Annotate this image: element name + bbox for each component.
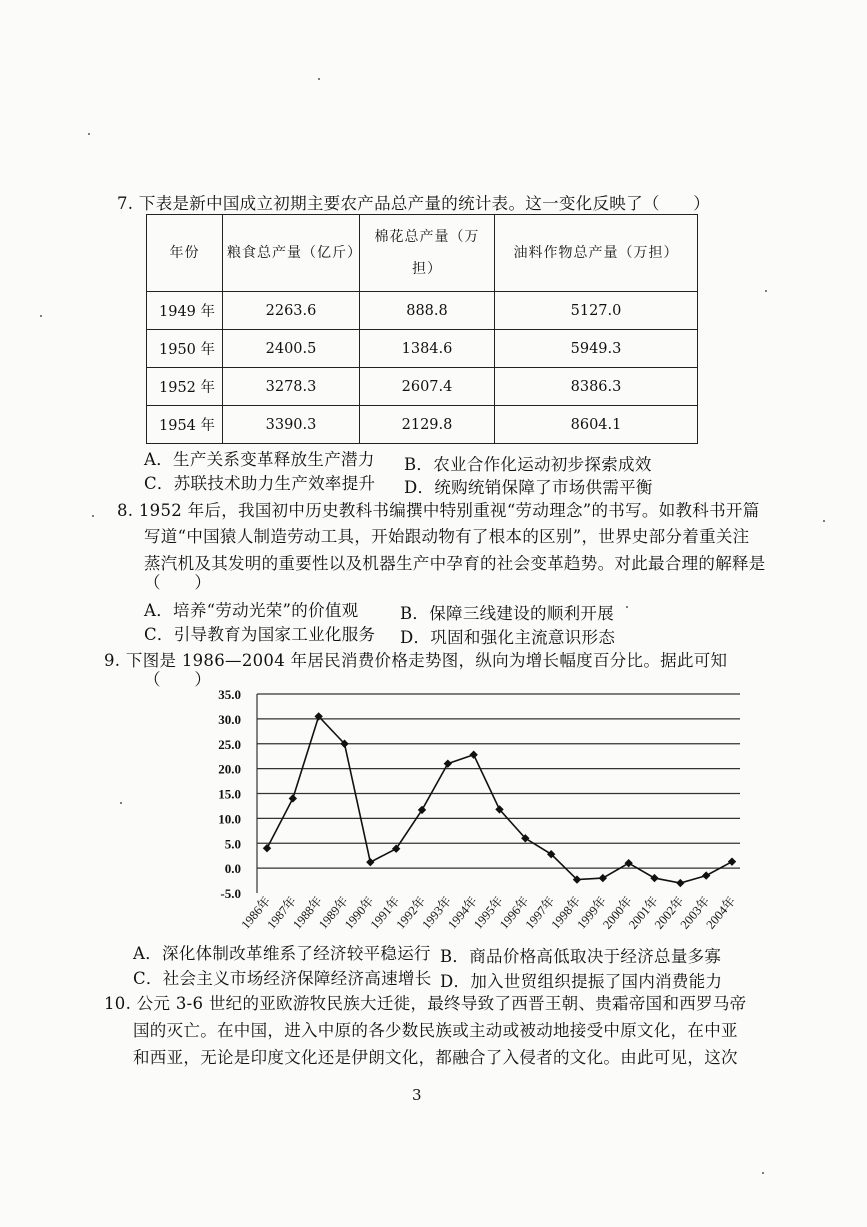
x-tick-label: 1987年 — [264, 893, 300, 932]
x-tick-label: 1999年 — [574, 893, 610, 932]
q8-option-b: B．保障三线建设的顺利开展 — [400, 604, 615, 623]
data-point — [599, 874, 607, 882]
q9-stem: 9. 下图是 1986—2004 年居民消费价格走势图，纵向为增长幅度百分比。据此可知 — [104, 651, 728, 670]
table-row — [147, 368, 698, 406]
y-tick-label: 20.0 — [218, 761, 241, 777]
data-point — [392, 845, 400, 853]
y-tick-label: 0.0 — [224, 861, 241, 877]
data-point — [418, 806, 426, 814]
x-tick-label: 1992年 — [393, 893, 429, 932]
table-cell: 5127.0 — [495, 292, 698, 330]
table-cell: 2263.6 — [223, 292, 360, 330]
scan-speck — [626, 606, 628, 608]
table-cell: 3278.3 — [223, 368, 360, 406]
q10-line-1: 10. 公元 3-6 世纪的亚欧游牧民族大迁徙，最终导致了西晋王朝、贵霜帝国和西罗马帝 — [104, 994, 747, 1013]
table-cell: 2607.4 — [360, 368, 495, 406]
q8-line-1: 8. 1952 年后，我国初中历史教科书编撰中特别重视“劳动理念”的书写。如教科书开篇 — [117, 501, 760, 520]
table-cell: 3390.3 — [223, 406, 360, 444]
x-tick-label: 1993年 — [419, 893, 455, 932]
table-header-row — [147, 215, 698, 292]
chart-series — [263, 712, 736, 887]
table-cell: 2129.8 — [360, 406, 495, 444]
chart-y-ticks — [218, 687, 241, 901]
table-row — [147, 292, 698, 330]
q7-stem: 7. 下表是新中国成立初期主要农产品总产量的统计表。这一变化反映了（ ） — [117, 194, 711, 213]
scan-speck — [40, 315, 42, 317]
data-point — [624, 859, 632, 867]
data-point — [289, 794, 297, 802]
x-tick-label: 1998年 — [548, 893, 584, 932]
x-tick-label: 2004年 — [703, 893, 739, 932]
x-tick-label: 2003年 — [677, 893, 713, 932]
q7-option-c: C．苏联技术助力生产效率提升 — [144, 474, 376, 493]
x-tick-label: 1989年 — [315, 893, 351, 932]
q7-option-a: A．生产关系变革释放生产潜力 — [144, 450, 375, 469]
table-cell: 1952 年 — [147, 368, 223, 406]
data-point — [676, 879, 684, 887]
data-point — [263, 844, 271, 852]
y-tick-label: 30.0 — [218, 711, 241, 727]
x-tick-label: 1995年 — [470, 893, 506, 932]
q8-option-c: C．引导教育为国家工业化服务 — [144, 625, 376, 644]
x-tick-label: 1988年 — [290, 893, 325, 932]
chart-gridlines — [257, 694, 740, 893]
table-cell: 1949 年 — [147, 292, 223, 330]
table-cell: 1954 年 — [147, 406, 223, 444]
q9-option-d: D．加入世贸组织提振了国内消费能力 — [440, 972, 723, 991]
x-tick-label: 1996年 — [496, 893, 532, 932]
cpi-line-chart — [200, 685, 760, 950]
y-tick-label: 5.0 — [224, 836, 241, 852]
table-cell: 1384.6 — [360, 330, 495, 368]
table-cell: 5949.3 — [495, 330, 698, 368]
y-tick-label: -5.0 — [220, 886, 241, 901]
header-grain: 粮食总产量（亿斤） — [223, 215, 360, 292]
q8-option-a: A．培养“劳动光荣”的价值观 — [144, 601, 359, 620]
x-tick-label: 1986年 — [238, 893, 274, 932]
header-cotton: 棉花总产量（万担） — [360, 215, 495, 292]
series-line — [267, 716, 732, 883]
q9-paren: （ ） — [144, 670, 212, 689]
q10-line-3: 和西亚，无论是印度文化还是伊朗文化，都融合了入侵者的文化。由此可见，这次 — [133, 1048, 738, 1067]
production-table — [146, 214, 698, 444]
x-tick-label: 2001年 — [625, 893, 661, 932]
data-point — [702, 871, 710, 879]
x-tick-label: 1997年 — [522, 893, 558, 932]
scan-speck — [823, 520, 825, 522]
data-point — [366, 858, 374, 866]
q8-option-d: D．巩固和强化主流意识形态 — [400, 628, 616, 647]
header-year: 年份 — [147, 215, 223, 292]
q8-line-2: 写道“中国猿人制造劳动工具，开始跟动物有了根本的区别”，世界史部分着重关注 — [144, 527, 750, 546]
q9-option-a: A．深化体制改革维系了经济较平稳运行 — [133, 944, 431, 963]
x-tick-label: 2000年 — [600, 893, 635, 932]
data-point — [650, 874, 658, 882]
page-number: 3 — [412, 1086, 422, 1104]
data-point — [728, 857, 736, 865]
y-tick-label: 35.0 — [218, 687, 241, 702]
table-cell: 8386.3 — [495, 368, 698, 406]
table-row — [147, 330, 698, 368]
q9-option-c: C．社会主义市场经济保障经济高速增长 — [133, 969, 432, 988]
table-row — [147, 406, 698, 444]
data-point — [469, 750, 477, 758]
x-tick-label: 1991年 — [367, 893, 403, 932]
q8-line-3: 蒸汽机及其发明的重要性以及机器生产中孕育的社会变革趋势。对此最合理的解释是 — [144, 554, 766, 573]
scan-speck — [120, 802, 122, 804]
q7-option-b: B．农业合作化运动初步探索成效 — [404, 455, 652, 474]
q7-option-d: D．统购统销保障了市场供需平衡 — [404, 478, 653, 497]
scan-speck — [762, 1172, 764, 1174]
y-tick-label: 15.0 — [218, 786, 241, 802]
q9-option-b: B．商品价格高低取决于经济总量多寡 — [440, 947, 722, 966]
q10-line-2: 国的灭亡。在中国，进入中原的各少数民族或主动或被动地接受中原文化，在中亚 — [133, 1021, 738, 1040]
y-tick-label: 25.0 — [218, 736, 241, 752]
scan-speck — [88, 133, 90, 135]
scan-speck — [318, 78, 320, 80]
table-cell: 888.8 — [360, 292, 495, 330]
table-cell: 1950 年 — [147, 330, 223, 368]
scan-speck — [765, 290, 767, 292]
x-tick-label: 1990年 — [341, 893, 377, 932]
y-tick-label: 10.0 — [218, 811, 241, 827]
scan-speck — [92, 515, 94, 517]
table-cell: 8604.1 — [495, 406, 698, 444]
q8-line-4: （ ） — [144, 573, 212, 592]
x-tick-label: 1994年 — [445, 893, 480, 932]
table-cell: 2400.5 — [223, 330, 360, 368]
header-oil: 油料作物总产量（万担） — [495, 215, 698, 292]
chart-x-ticks — [238, 893, 739, 931]
x-tick-label: 2002年 — [651, 893, 687, 932]
data-point — [444, 759, 452, 767]
